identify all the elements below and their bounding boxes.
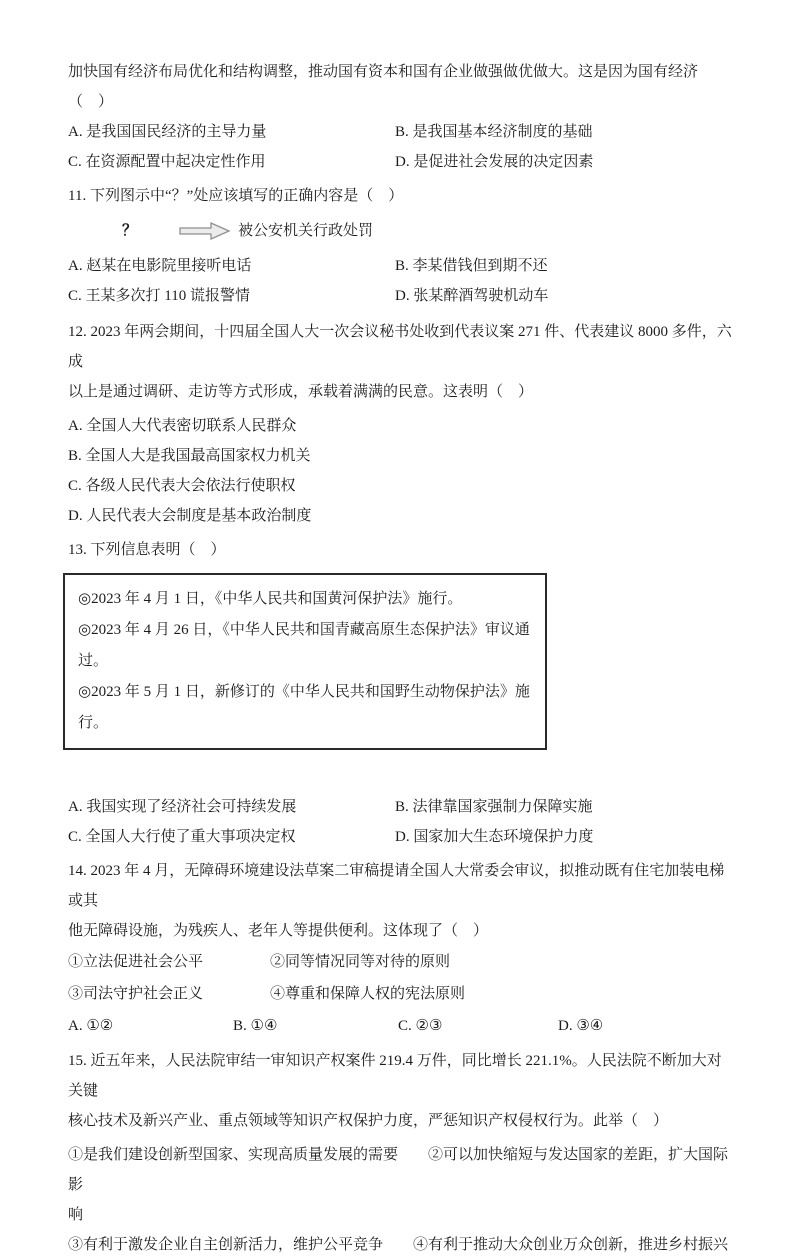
q12-option-a: A. 全国人大代表密切联系人民群众	[68, 418, 297, 434]
q11-option-b: B. 李某借钱但到期不还	[395, 258, 548, 274]
q11-option-d: D. 张某醉酒驾驶机动车	[395, 288, 549, 304]
q14-answer-c: C. ②③	[398, 1018, 443, 1034]
q14-answers-row	[68, 1010, 732, 1042]
q13-info-line-3: ◎2023 年 5 月 1 日，新修订的《中华人民共和国野生动物保护法》施行。	[78, 684, 530, 731]
q15-items-line2: ③有利于激发企业自主创新活力，维护公平竞争 ④有利于推动大众创业万众创新，推进乡村振兴	[68, 1237, 729, 1253]
q11-option-c: C. 王某多次打 110 谎报警情	[68, 288, 250, 304]
q10-option-d: D. 是促进社会发展的决定因素	[395, 154, 594, 170]
q14-item-4: ④尊重和保障人权的宪法原则	[270, 986, 466, 1002]
q13-info-line-1: ◎2023 年 4 月 1 日，《中华人民共和国黄河保护法》施行。	[78, 591, 463, 607]
q11-diagram-placeholder: ？	[122, 223, 138, 239]
q11-options-row-cd	[68, 281, 732, 311]
q14-items-row-2	[68, 978, 732, 1010]
q14-answer-d: D. ③④	[558, 1018, 604, 1034]
q11-diagram	[68, 211, 732, 251]
q10-stem: 加快国有经济布局优化和结构调整，推动国有资本和国有企业做强做优做大。这是因为国有经济（ ）	[68, 64, 699, 110]
q14-stem-line1: 14. 2023 年 4 月，无障碍环境建设法草案二审稿提请全国人大常委会审议，拟推动既有住宅加装电梯或其	[68, 863, 725, 909]
q14-items-row-1	[68, 946, 732, 978]
q15-items-line1: ①是我们建设创新型国家、实现高质量发展的需要 ②可以加快缩短与发达国家的差距，扩大国际影	[68, 1147, 729, 1193]
q11-option-a: A. 赵某在电影院里接听电话	[68, 258, 252, 274]
q11-stem: 11. 下列图示中“？”处应该填写的正确内容是（ ）	[68, 188, 404, 204]
q14-answer-b: B. ①④	[233, 1018, 278, 1034]
q13-option-c: C. 全国人大行使了重大事项决定权	[68, 829, 296, 845]
q12-option-d: D. 人民代表大会制度是基本政治制度	[68, 508, 312, 524]
q15-stem-line2: 核心技术及新兴产业、重点领域等知识产权保护力度，严惩知识产权侵权行为。此举（ ）	[68, 1113, 669, 1129]
q13-stem: 13. 下列信息表明（ ）	[68, 542, 226, 558]
q14-item-2: ②同等情况同等对待的原则	[270, 954, 451, 970]
q14-item-1: ①立法促进社会公平	[68, 954, 204, 970]
q11-options-row-ab	[68, 251, 732, 281]
q10-option-b: B. 是我国基本经济制度的基础	[395, 124, 593, 140]
q10-option-c: C. 在资源配置中起决定性作用	[68, 154, 266, 170]
q12-stem-line2: 以上是通过调研、走访等方式形成，承载着满满的民意。这表明（ ）	[68, 384, 534, 400]
q13-option-a: A. 我国实现了经济社会可持续发展	[68, 799, 297, 815]
q10-options-row-ab	[68, 117, 732, 147]
q14-item-3: ③司法守护社会正义	[68, 986, 204, 1002]
q13-info-box	[63, 573, 547, 750]
q13-info-line-2: ◎2023 年 4 月 26 日，《中华人民共和国青藏高原生态保护法》审议通过。	[78, 622, 530, 669]
q14-stem-line2: 他无障碍设施，为残疾人、老年人等提供便利。这体现了（ ）	[68, 923, 489, 939]
q10-options-row-cd	[68, 147, 732, 177]
q11-diagram-result: 被公安机关行政处罚	[238, 223, 374, 239]
right-block-arrow-icon	[179, 221, 231, 241]
q13-option-b: B. 法律靠国家强制力保障实施	[395, 799, 593, 815]
q13-option-d: D. 国家加大生态环境保护力度	[395, 829, 594, 845]
q12-option-c: C. 各级人民代表大会依法行使职权	[68, 478, 296, 494]
q12-option-b: B. 全国人大是我国最高国家权力机关	[68, 448, 311, 464]
q15-items-line1-wrap: 响	[68, 1207, 84, 1223]
q10-option-a: A. 是我国国民经济的主导力量	[68, 124, 267, 140]
q12-stem-line1: 12. 2023 年两会期间，十四届全国人大一次会议秘书处收到代表议案 271 件、代表建议 8000 多件，六成	[68, 324, 732, 370]
q14-answer-a: A. ①②	[68, 1018, 114, 1034]
q13-options-row-cd	[68, 822, 732, 852]
q13-options-row-ab	[68, 792, 732, 822]
q15-stem-line1: 15. 近五年来，人民法院审结一审知识产权案件 219.4 万件，同比增长 221.1%。人民法院不断加大对关键	[68, 1053, 722, 1099]
